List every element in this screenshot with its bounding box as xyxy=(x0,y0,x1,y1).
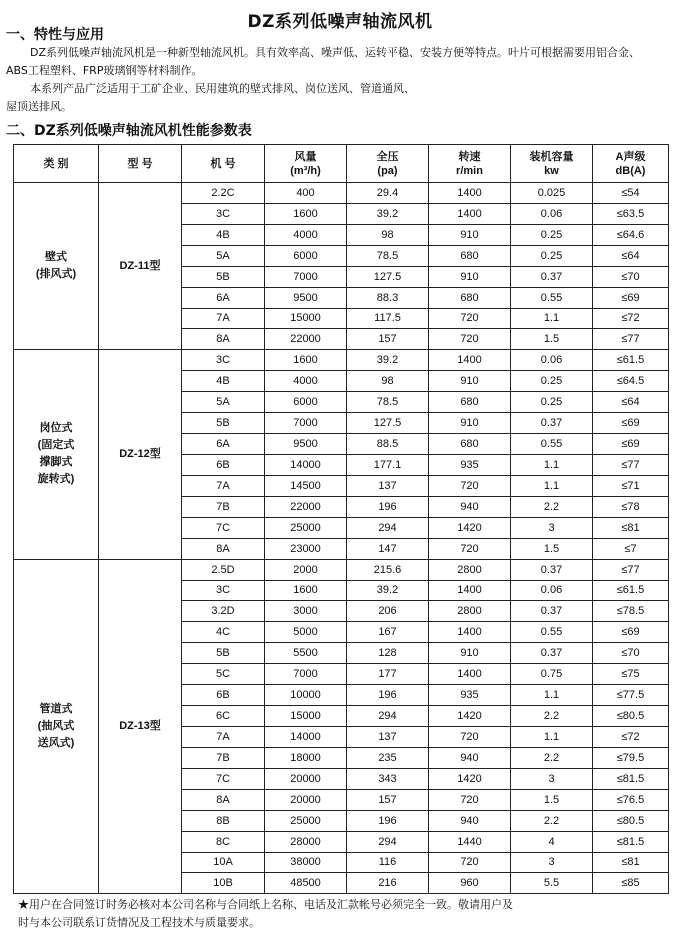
table-cell: 4B xyxy=(182,371,265,392)
table-cell: 0.37 xyxy=(511,413,593,434)
category-line: 岗位式 xyxy=(39,422,73,435)
column-header-label: 机 号 xyxy=(210,157,236,170)
table-cell: 127.5 xyxy=(347,266,429,287)
table-cell: ≤80.5 xyxy=(593,810,669,831)
table-cell: 0.06 xyxy=(511,203,593,224)
table-cell: 127.5 xyxy=(347,413,429,434)
column-header-label: 全压 xyxy=(376,150,399,163)
table-cell: 294 xyxy=(347,517,429,538)
table-cell: 294 xyxy=(347,706,429,727)
table-cell: 48500 xyxy=(265,873,347,894)
table-cell: ≤78 xyxy=(593,496,669,517)
table-cell: 8A xyxy=(182,538,265,559)
table-cell: 116 xyxy=(347,852,429,873)
column-header-unit: (pa) xyxy=(377,164,398,177)
table-cell: 5A xyxy=(182,392,265,413)
footer-line1: ★用户在合同签订时务必核对本公司名称与合同纸上名称、电话及汇款帐号必须完全一致。敬请用户及 xyxy=(18,898,513,911)
table-cell: 22000 xyxy=(265,329,347,350)
table-cell: 7000 xyxy=(265,266,347,287)
table-cell: 1400 xyxy=(429,580,511,601)
footer-note xyxy=(18,896,668,932)
table-cell: 216 xyxy=(347,873,429,894)
table-cell: 15000 xyxy=(265,706,347,727)
category-cell xyxy=(14,183,99,350)
table-cell: 137 xyxy=(347,475,429,496)
table-cell: 0.25 xyxy=(511,245,593,266)
table-cell: 88.3 xyxy=(347,287,429,308)
table-cell: 196 xyxy=(347,810,429,831)
table-cell: 177.1 xyxy=(347,454,429,475)
column-header xyxy=(593,145,669,183)
table-cell: 0.25 xyxy=(511,224,593,245)
table-cell: 4B xyxy=(182,224,265,245)
model-cell: DZ-13型 xyxy=(99,559,182,894)
section2-heading: 二、DZ系列低噪声轴流风机性能参数表 xyxy=(6,123,252,139)
section1-line3: 本系列产品广泛适用于工矿企业、民用建筑的壁式排风、岗位送风、管道通风、 xyxy=(30,82,415,95)
table-cell: 215.6 xyxy=(347,559,429,580)
table-cell: 177 xyxy=(347,664,429,685)
table-cell: ≤64.5 xyxy=(593,371,669,392)
category-line: (固定式 xyxy=(37,439,75,452)
table-cell: 1600 xyxy=(265,203,347,224)
table-cell: 88.5 xyxy=(347,434,429,455)
table-cell: 910 xyxy=(429,266,511,287)
table-cell: 940 xyxy=(429,747,511,768)
table-cell: 6000 xyxy=(265,392,347,413)
table-cell: 4000 xyxy=(265,224,347,245)
section1-heading: 一、特性与应用 xyxy=(6,27,104,43)
table-cell: 5C xyxy=(182,664,265,685)
page-title: DZ系列低噪声轴流风机 xyxy=(247,12,433,32)
table-cell: 8C xyxy=(182,831,265,852)
table-cell: 117.5 xyxy=(347,308,429,329)
column-header-label: 装机容量 xyxy=(529,150,574,163)
table-cell: 3C xyxy=(182,203,265,224)
table-cell: ≤76.5 xyxy=(593,789,669,810)
table-cell: 20000 xyxy=(265,768,347,789)
table-cell: ≤81 xyxy=(593,517,669,538)
table-cell: 15000 xyxy=(265,308,347,329)
table-cell: ≤71 xyxy=(593,475,669,496)
table-cell: 7000 xyxy=(265,413,347,434)
table-cell: 910 xyxy=(429,643,511,664)
table-cell: 7A xyxy=(182,308,265,329)
table-cell: 0.55 xyxy=(511,287,593,308)
table-cell: 400 xyxy=(265,183,347,204)
table-cell: 14000 xyxy=(265,726,347,747)
table-cell: 7A xyxy=(182,475,265,496)
table-cell: 5A xyxy=(182,245,265,266)
table-cell: 910 xyxy=(429,224,511,245)
column-header-label: 风量 xyxy=(294,150,317,163)
table-cell: ≤78.5 xyxy=(593,601,669,622)
table-cell: 10A xyxy=(182,852,265,873)
section1-line4: 屋顶送排风。 xyxy=(6,100,72,113)
table-cell: ≤77.5 xyxy=(593,685,669,706)
table-cell: 720 xyxy=(429,852,511,873)
table-cell: 0.55 xyxy=(511,622,593,643)
table-cell: 3C xyxy=(182,350,265,371)
table-cell: 3 xyxy=(511,768,593,789)
table-cell: ≤61.5 xyxy=(593,580,669,601)
table-cell: ≤77 xyxy=(593,454,669,475)
table-body xyxy=(14,183,669,894)
table-cell: 206 xyxy=(347,601,429,622)
column-header xyxy=(347,145,429,183)
table-cell: 7B xyxy=(182,747,265,768)
table-cell: 1420 xyxy=(429,768,511,789)
table-cell: 1400 xyxy=(429,203,511,224)
table-cell: 29.4 xyxy=(347,183,429,204)
table-cell: 1400 xyxy=(429,664,511,685)
table-cell: 0.25 xyxy=(511,392,593,413)
column-header xyxy=(265,145,347,183)
table-cell: 78.5 xyxy=(347,245,429,266)
table-cell: 2.2 xyxy=(511,496,593,517)
table-cell: 137 xyxy=(347,726,429,747)
category-cell xyxy=(14,350,99,559)
table-cell: ≤77 xyxy=(593,329,669,350)
table-cell: 680 xyxy=(429,287,511,308)
table-cell: ≤69 xyxy=(593,413,669,434)
table-cell: 6A xyxy=(182,287,265,308)
table-cell: 294 xyxy=(347,831,429,852)
category-cell xyxy=(14,559,99,894)
table-cell: 720 xyxy=(429,726,511,747)
table-cell: 4 xyxy=(511,831,593,852)
table-cell: 196 xyxy=(347,496,429,517)
table-header-row xyxy=(14,145,669,183)
table-cell: 1.5 xyxy=(511,538,593,559)
table-cell: 5500 xyxy=(265,643,347,664)
table-cell: 1600 xyxy=(265,350,347,371)
table-cell: ≤81.5 xyxy=(593,768,669,789)
column-header-label: A声级 xyxy=(615,150,646,163)
table-cell: 2.2 xyxy=(511,747,593,768)
category-line: 送风式) xyxy=(37,736,75,749)
table-cell: 10B xyxy=(182,873,265,894)
table-cell: 680 xyxy=(429,245,511,266)
category-line: 旋转式) xyxy=(37,473,75,486)
column-header xyxy=(182,145,265,183)
table-cell: 6B xyxy=(182,685,265,706)
table-cell: 3.2D xyxy=(182,601,265,622)
table-cell: ≤81 xyxy=(593,852,669,873)
table-cell: 0.37 xyxy=(511,643,593,664)
table-cell: 0.025 xyxy=(511,183,593,204)
table-cell: 3 xyxy=(511,517,593,538)
table-cell: 960 xyxy=(429,873,511,894)
column-header-label: 型 号 xyxy=(127,157,153,170)
column-header xyxy=(99,145,182,183)
table-cell: 7000 xyxy=(265,664,347,685)
table-cell: 25000 xyxy=(265,517,347,538)
table-cell: 1.1 xyxy=(511,475,593,496)
table-cell: 28000 xyxy=(265,831,347,852)
category-line: 管道式 xyxy=(39,702,73,715)
table-cell: 6C xyxy=(182,706,265,727)
table-cell: ≤61.5 xyxy=(593,350,669,371)
table-cell: 5000 xyxy=(265,622,347,643)
column-header-unit: r/min xyxy=(456,164,483,177)
table-cell: 7C xyxy=(182,517,265,538)
table-cell: 0.06 xyxy=(511,350,593,371)
table-cell: 5.5 xyxy=(511,873,593,894)
table-cell: 1.5 xyxy=(511,789,593,810)
table-cell: 910 xyxy=(429,413,511,434)
table-cell: 6000 xyxy=(265,245,347,266)
table-cell: 720 xyxy=(429,475,511,496)
table-cell: 7A xyxy=(182,726,265,747)
table-cell: 0.37 xyxy=(511,559,593,580)
table-cell: 720 xyxy=(429,538,511,559)
table-cell: 2000 xyxy=(265,559,347,580)
table-cell: ≤64.6 xyxy=(593,224,669,245)
table-cell: 0.06 xyxy=(511,580,593,601)
column-header-label: 转速 xyxy=(458,150,481,163)
table-cell: 9500 xyxy=(265,434,347,455)
category-line: 撑脚式 xyxy=(39,456,73,469)
table-cell: 157 xyxy=(347,329,429,350)
category-line: 壁式 xyxy=(45,251,67,264)
table-cell: ≤69 xyxy=(593,434,669,455)
table-cell: 2800 xyxy=(429,601,511,622)
table-cell: 128 xyxy=(347,643,429,664)
table-row xyxy=(14,350,669,371)
table-cell: 3C xyxy=(182,580,265,601)
table-cell: 1400 xyxy=(429,183,511,204)
table-cell: 1.1 xyxy=(511,726,593,747)
column-header xyxy=(511,145,593,183)
table-cell: 6A xyxy=(182,434,265,455)
table-cell: 14000 xyxy=(265,454,347,475)
table-cell: ≤80.5 xyxy=(593,706,669,727)
column-header-unit: (m³/h) xyxy=(290,164,321,177)
table-cell: 8B xyxy=(182,810,265,831)
section1-text xyxy=(6,44,674,116)
table-cell: ≤81.5 xyxy=(593,831,669,852)
table-cell: ≤79.5 xyxy=(593,747,669,768)
table-cell: 5B xyxy=(182,413,265,434)
table-cell: 1400 xyxy=(429,350,511,371)
table-cell: 5B xyxy=(182,266,265,287)
table-cell: 2.2 xyxy=(511,810,593,831)
table-cell: ≤7 xyxy=(593,538,669,559)
table-cell: 2.2C xyxy=(182,183,265,204)
table-cell: ≤85 xyxy=(593,873,669,894)
table-cell: ≤69 xyxy=(593,622,669,643)
footer-line2: 时与本公司联系订货情况及工程技术与质量要求。 xyxy=(18,916,260,929)
table-cell: 157 xyxy=(347,789,429,810)
table-cell: 3 xyxy=(511,852,593,873)
table-cell: 196 xyxy=(347,685,429,706)
table-cell: 38000 xyxy=(265,852,347,873)
table-cell: 940 xyxy=(429,810,511,831)
section1-line1: DZ系列低噪声轴流风机是一种新型轴流风机。具有效率高、噪声低、运转平稳、安装方便等特点。叶片可根据需要用铝合金、 xyxy=(30,46,641,59)
table-cell: 7C xyxy=(182,768,265,789)
table-cell: 935 xyxy=(429,454,511,475)
table-cell: 1600 xyxy=(265,580,347,601)
table-cell: 39.2 xyxy=(347,203,429,224)
table-cell: ≤54 xyxy=(593,183,669,204)
table-cell: 1.1 xyxy=(511,685,593,706)
table-cell: 6B xyxy=(182,454,265,475)
table-cell: 18000 xyxy=(265,747,347,768)
table-cell: ≤64 xyxy=(593,245,669,266)
table-cell: 0.55 xyxy=(511,434,593,455)
table-cell: ≤64 xyxy=(593,392,669,413)
column-header-unit: kw xyxy=(544,164,559,177)
table-cell: ≤75 xyxy=(593,664,669,685)
table-cell: ≤77 xyxy=(593,559,669,580)
table-cell: 39.2 xyxy=(347,580,429,601)
column-header xyxy=(14,145,99,183)
table-cell: 0.37 xyxy=(511,601,593,622)
table-cell: ≤70 xyxy=(593,643,669,664)
table-cell: 4C xyxy=(182,622,265,643)
table-cell: 98 xyxy=(347,371,429,392)
table-cell: 4000 xyxy=(265,371,347,392)
table-cell: 167 xyxy=(347,622,429,643)
table-cell: 720 xyxy=(429,329,511,350)
category-line: (排风式) xyxy=(35,268,77,281)
table-cell: 940 xyxy=(429,496,511,517)
table-cell: 10000 xyxy=(265,685,347,706)
table-cell: 98 xyxy=(347,224,429,245)
table-cell: 720 xyxy=(429,308,511,329)
table-cell: 14500 xyxy=(265,475,347,496)
table-cell: 23000 xyxy=(265,538,347,559)
table-cell: 680 xyxy=(429,434,511,455)
table-cell: 0.37 xyxy=(511,266,593,287)
table-cell: 5B xyxy=(182,643,265,664)
column-header-label: 类 别 xyxy=(43,157,69,170)
table-cell: 7B xyxy=(182,496,265,517)
table-cell: 2.2 xyxy=(511,706,593,727)
table-cell: ≤72 xyxy=(593,308,669,329)
table-row xyxy=(14,183,669,204)
table-cell: 1400 xyxy=(429,622,511,643)
parameter-table xyxy=(13,144,669,894)
table-cell: 0.75 xyxy=(511,664,593,685)
table-cell: 20000 xyxy=(265,789,347,810)
category-line: (抽风式 xyxy=(37,719,75,732)
table-cell: 147 xyxy=(347,538,429,559)
table-cell: 3000 xyxy=(265,601,347,622)
table-cell: ≤69 xyxy=(593,287,669,308)
table-cell: 22000 xyxy=(265,496,347,517)
table-cell: ≤70 xyxy=(593,266,669,287)
table-cell: 935 xyxy=(429,685,511,706)
table-cell: 680 xyxy=(429,392,511,413)
table-cell: 1440 xyxy=(429,831,511,852)
model-cell: DZ-12型 xyxy=(99,350,182,559)
table-cell: 8A xyxy=(182,789,265,810)
table-cell: ≤72 xyxy=(593,726,669,747)
table-cell: 25000 xyxy=(265,810,347,831)
table-cell: 1420 xyxy=(429,706,511,727)
table-cell: 9500 xyxy=(265,287,347,308)
table-cell: 235 xyxy=(347,747,429,768)
table-cell: 343 xyxy=(347,768,429,789)
table-cell: 2.5D xyxy=(182,559,265,580)
table-cell: 2800 xyxy=(429,559,511,580)
section1-line2: ABS工程塑料、FRP玻璃钢等材料制作。 xyxy=(6,64,203,77)
table-cell: 39.2 xyxy=(347,350,429,371)
model-cell: DZ-11型 xyxy=(99,183,182,350)
table-cell: 1.1 xyxy=(511,308,593,329)
table-row xyxy=(14,559,669,580)
table-cell: 1420 xyxy=(429,517,511,538)
table-cell: 1.1 xyxy=(511,454,593,475)
column-header xyxy=(429,145,511,183)
table-cell: 720 xyxy=(429,789,511,810)
table-cell: 910 xyxy=(429,371,511,392)
table-cell: ≤63.5 xyxy=(593,203,669,224)
table-cell: 0.25 xyxy=(511,371,593,392)
table-cell: 78.5 xyxy=(347,392,429,413)
table-cell: 1.5 xyxy=(511,329,593,350)
column-header-unit: dB(A) xyxy=(615,164,646,177)
table-cell: 8A xyxy=(182,329,265,350)
